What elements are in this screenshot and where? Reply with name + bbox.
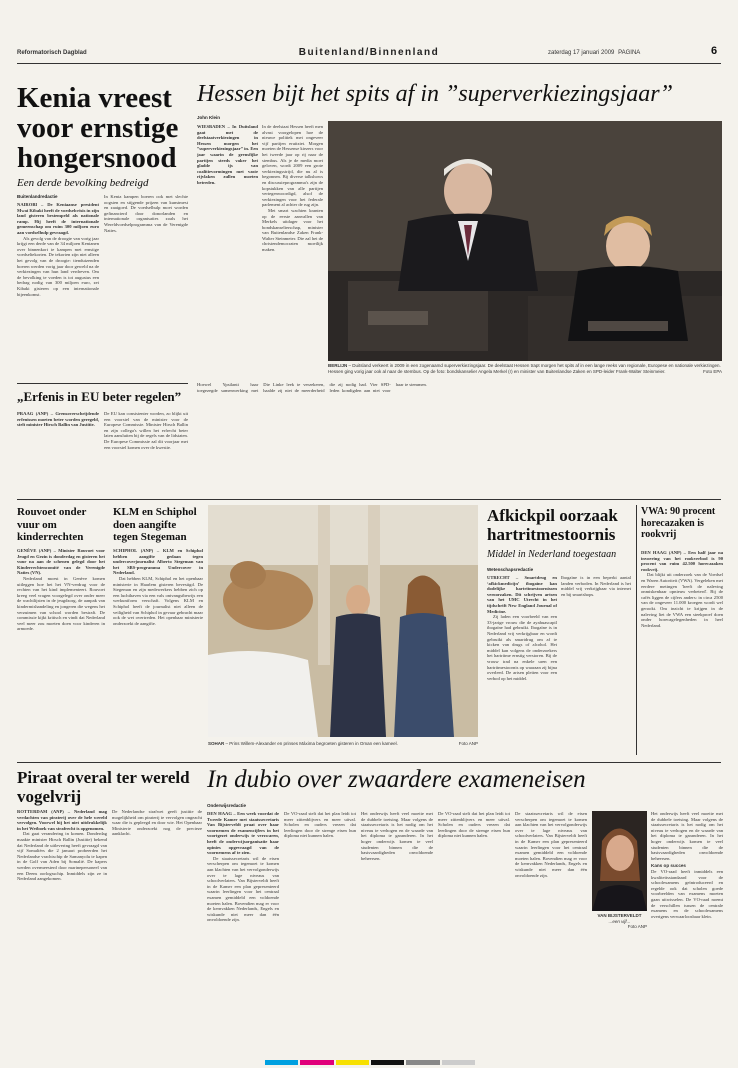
erfenis-lead: PRAAG (ANP) – Grensoverschrijdende erfenissen moeten beter worden geregeld, stelt minister Hirsch Ballin van Justitie. [17,411,99,428]
bijsterveldt-quote: ...een vijf... [608,918,631,924]
afkickpil-headline: Afkickpil oorzaak hartritmestoornis [487,506,618,544]
reg-cyan [265,1060,298,1065]
dubio-col2 [284,811,356,1056]
bijsterveldt-photo [592,811,647,911]
afkickpil-col2 [561,575,631,755]
hessen-col1 [197,124,258,294]
section-rule-2 [17,762,721,763]
hessen-caption [328,363,722,374]
dubio-body3-end: Het onderwijs heeft veel moeite met de dubbele toetsing. Maar volgens de staatssecretaris is het nodig om het niveau te verhogen en de waarde van het diploma te garanderen. In het hoger onderwijs komen te veel studenten binnen die de basisvaardigheden onvoldoende beheersen. [651,811,723,861]
piraat-headline: Piraat overal ter wereld vogelvrij [17,768,190,806]
rouvoet-headline: Rouvoet onder vuur om kinderrechten [17,506,87,543]
afkickpil-col1 [487,575,557,755]
afkickpil-lead: UTRECHT – Smartdrug en ‘afkickmedicijn’ ibogaïne kan dodelijke hartritmestoornissen veroorzaken. Dit schrijven artsen van het UMC Utrecht in het tijdschrift New England Journal of Medicine. [487,575,557,614]
page-number: 6 [711,45,718,57]
hessen-headline: Hessen bijt het spits af in ”superverkiezingsjaar” [197,81,673,107]
kenia-tag: Buitenlandredactie [17,194,58,199]
kenia-col1 [17,202,99,377]
hessen-caption-text: – Duitsland verkeert in 2009 in een zogenaamd superverkiezingsjaar. De deelstaat Hessen trapt morgen het spits af in een lange reeks van regionale, Europese en nationale verkiezingen. Hessen ging vorig jaar ook al naar de stembus. Op de foto: bondskanselier Angela Merkel (r) en minister van Buitenlandse Zaken en SPD-leider Frank-Walter Steinmeier. [328,363,721,374]
bijsterveldt-name: VAN BIJSTERVELDT [597,913,642,918]
reg-gray [406,1060,439,1065]
section-title: Buitenland/Binnenland [298,47,440,58]
kenia-body: Als gevolg van de droogte van vorig jaar krijgt een derde van de 34 miljoen Kenianen over binnenkort te kampen met ernstige voedseltekorten. De tekorten zijn niet alleen het gevolg van de droogte: tienduizenden boeren werden vorig jaar door geweld na de verkiezingen van hun land verdreven. Om de bevolking te voeden is tot augustus een bedrag nodig van 300 miljoen euro, zei Kibaki gisteren op een internationale bijeenkomst. [17,235,99,297]
kenia-lead: NAIROBI – De Keniaanse president Mwai Kibaki heeft de voedselcrisis in zijn land gisteren bestempeld als nationale ramp. Hij heeft de internationale gemeenschap om ruim 300 miljoen euro aan voedselhulp gevraagd. [17,202,99,235]
reg-light [442,1060,475,1065]
klm-headline: KLM en Schiphol doen aangifte tegen Stegeman [113,506,197,543]
dubio-col5 [515,811,587,1056]
paper-name: Reformatorisch Dagblad [17,50,87,56]
piraat-col1 [17,809,107,1054]
erfenis-col2 [104,411,188,491]
kenia-col2 [104,194,188,377]
hessen-photo-art [328,121,722,361]
kans-body: De VO-raad heeft inmiddels een kwaliteitsstandaard voor de schoolexamens geïntroduceerd en regelde ook dat scholen goede voorbeelden van examens moeten gaan uitwisselen. De VO-raad noemt de verschillen tussen de centrale examens en de schoolexamens overigens verwaarloosbaar klein. [651,868,723,919]
kenia-headline: Kenia vreest voor ernstige hongersnood [17,82,179,174]
section-rule-1 [17,499,721,500]
reg-black [371,1060,404,1065]
dubio-body2: De VO-raad stelt dat het plan leidt tot meer zittenblijvers en meer uitval. Scholen en ouders vrezen dat leerlingen door de strenge eisen hun diploma niet kunnen halen. [284,811,356,839]
hessen-lead: WIESBADEN – In Duitsland gaat met de deelstaatverkiezingen in Hessen morgen het ”superverkiezingsjaar” in. Een jaar waarin de grensfijke partijen steeds vaker het gladde ijs van coalitievormingen met vaste rijvlaken zullen moeten betreden. [197,124,258,185]
page-label: PAGINA [618,50,641,56]
klm-lead: SCHIPHOL (ANP) – KLM en Schiphol hebben aangifte gedaan tegen undercoverjournalist Alberto Stegeman van het SBS-programma Undercover in Nederland. [113,548,203,576]
bijsterveldt-photo-art [592,811,647,911]
bijsterveldt-credit: Foto ANP [627,924,647,929]
date-text: zaterdag 17 januari 2009 [548,50,615,56]
afkickpil-tag: Wetenschapsredactie [487,567,534,572]
hessen-byline: John Klein [197,115,221,120]
reg-yellow [336,1060,369,1065]
hessen-bottom-col [197,382,722,492]
afkickpil-subtitle: Middel in Nederland toegestaan [487,549,617,560]
kenia-subtitle: Een derde bevolking bedreigd [17,177,149,189]
dubio-col3 [361,811,433,1056]
piraat-body2: De Nederlandse strafwet geeft justitie de mogelijkheid om piraterij te vervolgen ongeacht waar die is gepleegd en door wie. Het Openbaar Ministerie onderzoekt nog de precieze aanklacht. [112,809,202,837]
dubio-tag: Onderwijsredactie [207,803,247,808]
klm-col1 [113,548,203,756]
vwa-body: Dat blijkt uit onderzoek van de Voedsel en Waren Autoriteit (VWA). Vergeleken met eerdere metingen 'heeft de naleving onmiskenbaar opnieuw verbeterd'. Bij de cafés liggen de cijfers anders: in circa 2500 van de ongeveer 11.000 kroegen wordt wel gerookt. Om inzicht te krijgen in de naleving liet de VWA een steekproef doen onder horecagelegenheden in heel Nederland. [641,572,723,628]
hessen-bottom-body: Hoewel Ypsilanti haar toegezegde samenwerking met Die Linke leek te verzekeren, haalde zij niet de meerderheid die zij nodig had. Vier SPD-leden kondigden aan niet voor haar te stemmen. [197,382,428,393]
erfenis-headline: „Erfenis in EU beter regelen” [17,389,182,404]
rouvoet-body: Nederland moest in Genève komen uitleggen hoe het het VN-verdrag voor de rechten van het kind implementeert. Rouvoet kreeg veel vragen voorgelegd over onder meer de wachtlijsten in de jeugdzorg, de aanpak van kindermishandeling en jongeren die wegens het verzuimen van school worden bestraft. De commissie kijkt kritisch en vindt dat Nederland veel meer zou moeten doen voor kinderen in armoede. [17,575,105,632]
dubio-col1 [207,811,279,1056]
hessen-col2 [262,124,323,294]
vwa-divider [636,505,637,755]
kenia-body2: In Kenia kampen boeren ook met slechte oogsten en stijgende prijzen van kunstmest en zaaigoed. De voedselhulp moet worden gefinancierd door donorlanden en internationale organisaties zoals het Wereldvoedselprogramma van de Verenigde Naties. [104,194,188,233]
sohar-photo-art [208,505,478,737]
afkickpil-body: Zij laden een voorbeeld van een 33-jarige vrouw die de ayahuascapil ibogaïne had gebruikt. Ibogaïne is in Nederland vrij verkrijgbaar en wordt gebruikt als smartdrug om af te kicken van drugs of alcohol. Het middel kan volgens de onderzoekers het hartritme ernstig verstoren. Bij de vrouw trad na enkele uren een hartritmestoornis op waaraan zij bijna overleed. De artsen pleiten voor een verbod op het middel. [487,614,557,681]
sohar-caption-label: SOHAR [208,741,225,746]
reg-magenta [300,1060,333,1065]
sohar-caption [208,741,478,747]
piraat-body: Dat gaat verandering in komen. Donderdag maakte minister Hirsch Ballin (Justitie) bekend dat Nederland de uitlevering heeft gevraagd van vijf Somaliërs die 2 januari probeerden het Nederlandse vrachtschip de Samanyolu te kapen in de Golf van Aden bij Somalië. De kapers werden overmeesterd door marinepersoneel van een Deens oorlogsschip. Inmiddels zijn ze in Nederland aangekomen. [17,831,107,882]
dubio-body: De staatssecretaris wil de eisen verscherpen om tegemoet te komen aan klachten van het vervolgonderwijs over te lage niveaus van schoolverlaters. Van Bijsterveldt heeft in de Kamer een plan gepresenteerd waarin leerlingen voor het centraal examen gemiddeld een voldoende moeten halen. Bovendien mag er voor de kernvakken Nederlands, Engels en wiskunde niet meer dan één onvoldoende zijn. [207,855,279,923]
piraat-lead: ROTTERDAM (ANP) – Nederland mag verdachten van piraterij over de hele wereld vervolgen. Voorwel hij het niet uitdrukkelijk in het Wetboek van strafrecht is opgenomen. [17,809,107,831]
dubio-body3-cont: De VO-raad stelt dat het plan leidt tot meer zittenblijvers en meer uitval. Scholen en ouders vrezen dat leerlingen door de strenge eisen hun diploma niet kunnen halen. [438,811,510,839]
color-registration-bar [265,1060,475,1065]
erfenis-body: De EU kan consistenter worden, zo blijkt uit een voorstel van de minister voor de Europese Commissie. Minister Hirsch Ballin en zijn collega's willen het erfrecht beter laten aansluiten bij de regels van de lidstaten. De Europese Commissie zal dit voorjaar met een voorstel komen over de kwestie. [104,411,188,450]
hessen-photo-credit: Foto EPA [703,368,722,374]
vwa-headline: VWA: 90 procent horecazaken is rookvrij [641,506,716,540]
afkickpil-body2: Ibogaïne is in een beperkt aantal landen verboden. In Nederland is het middel vrij verkrijgbaar via internet en bij smartshops. [561,575,631,597]
bijsterveldt-caption [592,913,647,930]
rouvoet-lead: GENÈVE (ANP) – Minister Rouvoet voor Jeugd en Gezin is donderdag en gisteren het vuur na aan de schenen gelegd door het Kinderrechtencomité van de Verenigde Naties (VN). [17,548,105,576]
dubio-col6 [651,811,723,1056]
piraat-col2 [112,809,202,1054]
erfenis-rule [17,383,188,384]
sohar-caption-text: – Prins Willem-Alexander en prinses Máxima begroeten gisteren in Oman een kameel. [225,741,398,746]
sohar-photo-credit: Foto ANP [458,741,478,746]
erfenis-col1 [17,411,99,491]
issue-date [548,50,640,56]
kans-title: Kans op succes [651,863,686,869]
klm-body: Dat hebben KLM, Schiphol en het openbaar ministerie in Haarlem gisteren bevestigd. De Stegeman en zijn medewerkers hebben zich op een luchthaven via een vals ontvangstbewijs een werkuniform verschaft. Volgens KLM en Schiphol heeft de journalist niet alleen de veiligheid van Schiphol in gevaar gebracht maar ook de wet overtreden. Het openbaar ministerie onderzoekt de aangifte. [113,575,203,626]
dubio-headline: In dubio over zwaardere exameneisen [207,766,586,793]
dubio-body-cont: De staatssecretaris wil de eisen verscherpen om tegemoet te komen aan klachten van het vervolgonderwijs over te lage niveaus van schoolverlaters. Van Bijsterveldt heeft in de Kamer een plan gepresenteerd waarin leerlingen voor het centraal examen gemiddeld een voldoende moeten halen. Bovendien mag er voor de kernvakken Nederlands, Engels en wiskunde niet meer dan één onvoldoende zijn. [515,811,587,878]
dubio-body3: Het onderwijs heeft veel moeite met de dubbele toetsing. Maar volgens de staatssecretaris is het nodig om het niveau te verhogen en de waarde van het diploma te garanderen. In het hoger onderwijs komen te veel studenten binnen die de basisvaardigheden onvoldoende beheersen. [361,811,433,861]
hessen-photo [328,121,722,361]
hessen-body: In de deelstaat Hessen heeft men alvast voorgelopen hoe de nieuwe politiek met ongeveer vijf partijen eruitziet. Morgen moeten de Hessense kiezers voor het tweede jaar op rij naar de stembus. Als je de media moet geloven, wordt 2009 een grote verkiezingsstrijd, die nu al is begonnen. Bij diverse talkshows en discussieprogramma's zijn de kopstukken van alle partijen vertegenwoordigd, alsof de verkiezingen voor het federale parlement al achter de rug zijn. [262,124,323,208]
vwa-lead: DEN HAAG (ANP) – Een half jaar na invoering van het rookverbod is 90 procent van ruim 42.500 horecazaken rookvrij. [641,550,723,572]
dubio-lead: DEN HAAG – Een week voordat de Tweede Kamer met staatssecretaris Van Bijsterveldt praat over haar voornemen de examencijfers in het voortgezet onderwijs te verzwaren, heeft de onderwijsorganisatie haar opinies opgevraagd van de voornemens af te zien. [207,811,279,856]
vwa-col [641,550,723,755]
hessen-caption-label: BERLIJN [328,363,348,368]
masthead-rule [17,63,721,64]
sohar-photo [208,505,478,737]
dubio-col4 [438,811,510,1056]
hessen-body2: Met smart wachten kranten op de eerste aanvallen van Merkels uitdager voor het bondskanselierschap, minister van Buitenlandse Zaken Frank-Walter Steinmeier. Die zal het de christendemocraten moeilijk maken. [262,207,323,253]
rouvoet-col [17,548,105,756]
